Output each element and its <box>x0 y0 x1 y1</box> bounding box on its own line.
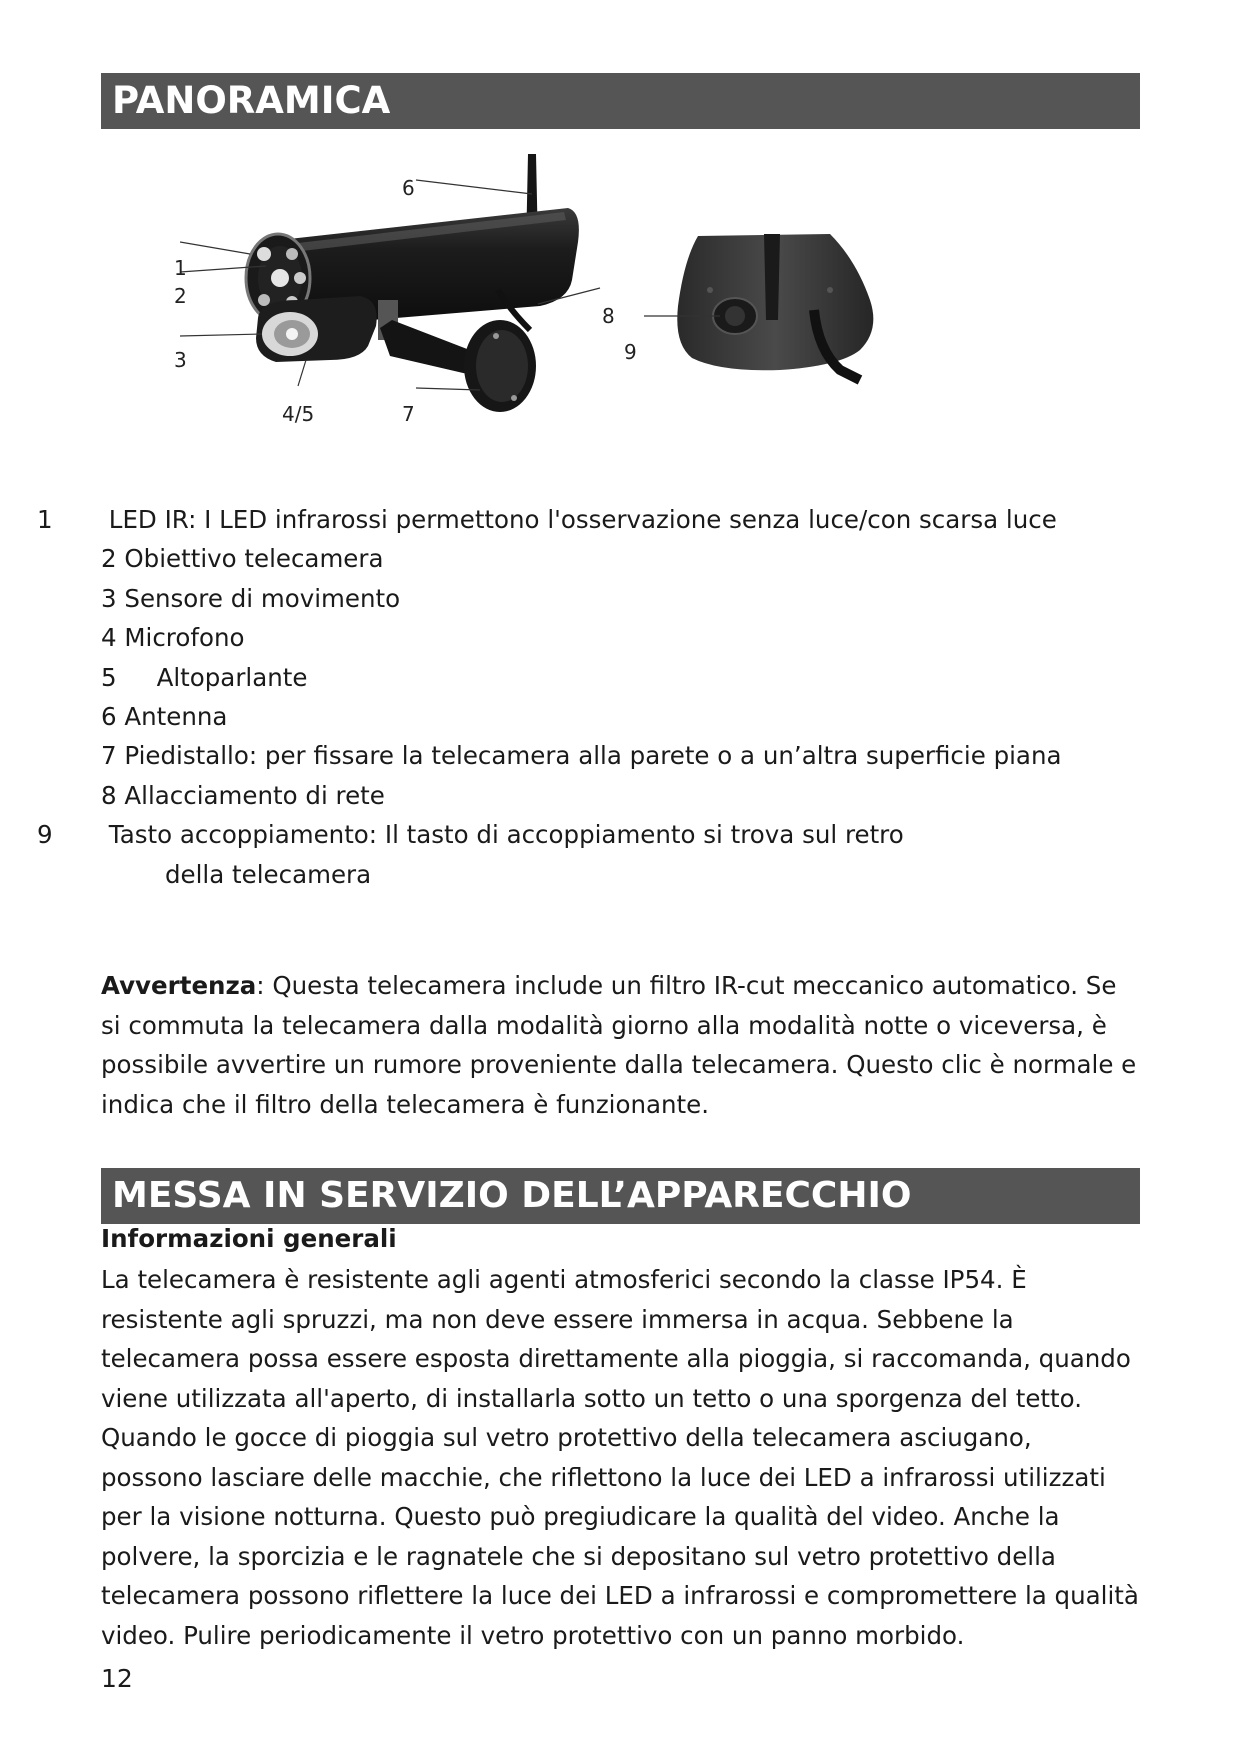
warning-label: Avvertenza <box>101 971 257 1000</box>
list-item: 1 LED IR: I LED infrarossi permettono l'osservazione senza luce/con scarsa luce <box>37 505 1057 534</box>
warning-text: : Questa telecamera include un filtro IR-cut meccanico automatico. Se si commuta la telecamera dalla modalità giorno alla modalità notte o viceversa, è possibile avvertire un rumore proveniente dalla telecamera. Questo clic è normale e indica che il filtro della telecamera è funzionante. <box>101 971 1137 1119</box>
callout-8: 8 <box>602 304 615 328</box>
parts-list <box>37 500 1141 894</box>
camera-figure <box>174 150 1000 470</box>
callout-3: 3 <box>174 348 187 372</box>
callout-6: 6 <box>402 176 415 200</box>
list-item: 6 Antenna <box>101 702 228 732</box>
callout-7: 7 <box>402 402 415 426</box>
list-item: 5 Altoparlante <box>101 662 308 692</box>
page-number: 12 <box>101 1664 133 1693</box>
general-info-paragraph: La telecamera è resistente agli agenti atmosferici secondo la classe IP54. È resistente agli spruzzi, ma non deve essere immersa in acqua. Sebbene la telecamera possa essere esposta direttamente alla pioggia, si raccomanda, quando viene utilizzata all'aperto, di installarla sotto un tetto o una sporgenza del tetto. Quando le gocce di pioggia sul vetro protettivo della telecamera asciugano, possono lasciare delle macchie, che riflettono la luce dei LED a infrarossi utilizzati per la visione notturna. Questo può pregiudicare la qualità del video. Anche la polvere, la sporcizia e le ragnatele che si depositano sul vetro protettivo della telecamera possono riflettere la luce dei LED a infrarossi e compromettere la qualità video. Pulire periodicamente il vetro protettivo con un panno morbido. <box>101 1265 1139 1650</box>
list-item: 3 Sensore di movimento <box>101 583 401 613</box>
subheading-general-info: Informazioni generali <box>101 1224 397 1253</box>
list-item: 9 Tasto accoppiamento: Il tasto di accoppiamento si trova sul retro della telecamera <box>37 820 904 889</box>
list-item: 2 Obiettivo telecamera <box>101 544 384 574</box>
section-header-setup: MESSA IN SERVIZIO DELL’APPARECCHIO <box>101 1168 1140 1224</box>
motion-sensor-shape <box>256 296 377 362</box>
list-item: 4 Microfono <box>101 623 245 653</box>
list-item: 7 Piedistallo: per fissare la telecamera alla parete o a un’altra superficie piana <box>101 741 1062 771</box>
callout-9: 9 <box>624 340 637 364</box>
callout-2: 2 <box>174 284 187 308</box>
callout-4-5: 4/5 <box>282 402 315 426</box>
camera-back-shape <box>677 234 873 380</box>
callout-1: 1 <box>174 256 187 280</box>
warning-paragraph <box>101 966 1141 1124</box>
section-header-overview: PANORAMICA <box>101 73 1140 129</box>
list-item: 8 Allacciamento di rete <box>101 780 385 810</box>
